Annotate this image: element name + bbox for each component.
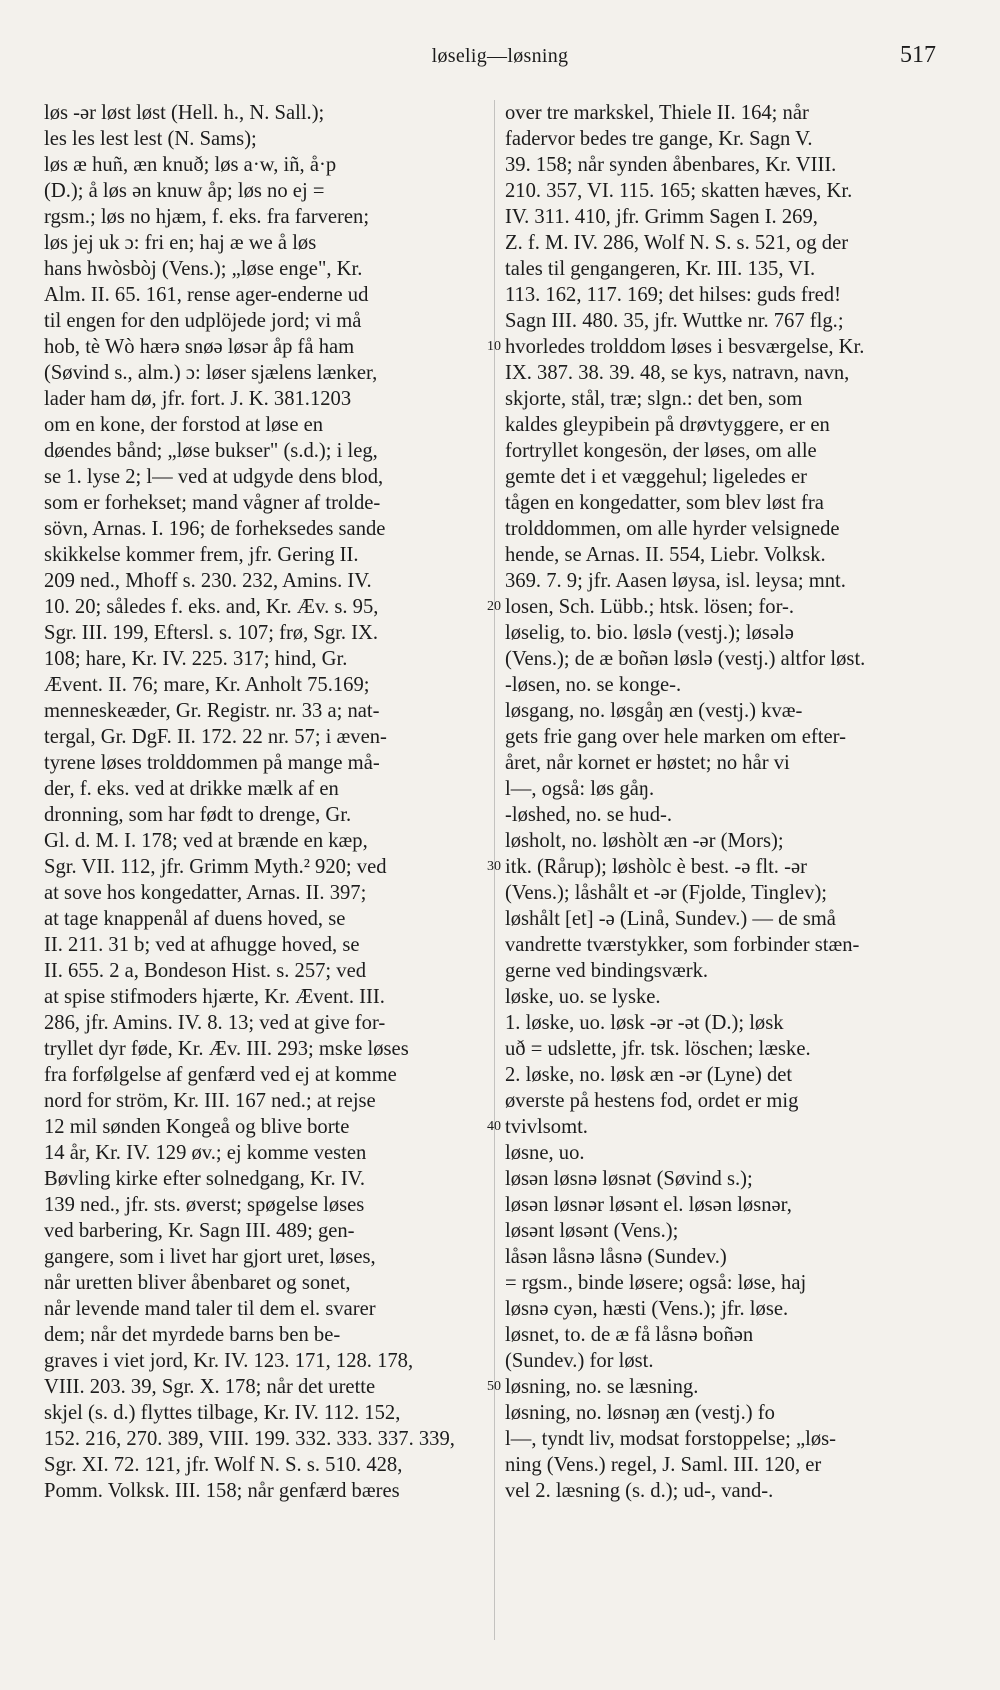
right-column-line: IV. 311. 410, jfr. Grimm Sagen I. 269, — [505, 206, 818, 228]
right-column-line: løsning, no. løsnəŋ æn (vestj.) fo — [505, 1402, 775, 1424]
left-column-line: 152. 216, 270. 389, VIII. 199. 332. 333. 337. 339, — [44, 1428, 455, 1450]
left-column-line: fra forfølgelse af genfærd ved ej at komme — [44, 1064, 397, 1086]
left-column-line: løs jej uk ɔ: fri en; haj æ we å løs — [44, 232, 317, 254]
left-column-line: skikkelse kommer frem, jfr. Gering II. — [44, 544, 359, 566]
left-column-line: gangere, som i livet har gjort uret, løses, — [44, 1246, 376, 1268]
right-column-line: l—, tyndt liv, modsat forstoppelse; „løs- — [505, 1428, 836, 1450]
left-column-line: Sgr. VII. 112, jfr. Grimm Myth.² 920; ved — [44, 856, 387, 878]
left-column-line: hob, tè Wò hærə snøə løsər åp få ham — [44, 336, 355, 358]
left-column-line: Sgr. XI. 72. 121, jfr. Wolf N. S. s. 510. 428, — [44, 1454, 403, 1476]
left-column-line: graves i viet jord, Kr. IV. 123. 171, 128. 178, — [44, 1350, 414, 1372]
left-column-line: lader ham dø, jfr. fort. J. K. 381.1203 — [44, 388, 352, 410]
right-column-line: -løsen, no. se konge-. — [505, 674, 682, 696]
left-column-line: 209 ned., Mhoff s. 230. 232, Amins. IV. — [44, 570, 372, 592]
left-column-line: se 1. lyse 2; l— ved at udgyde dens blod, — [44, 466, 384, 488]
right-column-line: løsgang, no. løsgåŋ æn (vestj.) kvæ- — [505, 700, 803, 722]
left-column-line: Pomm. Volksk. III. 158; når genfærd bæres — [44, 1480, 400, 1502]
left-column-line: ved barbering, Kr. Sagn III. 489; gen- — [44, 1220, 355, 1242]
left-column-line: når uretten bliver åbenbaret og sonet, — [44, 1272, 351, 1294]
right-column-line: itk. (Rårup); løshòlc è best. -ə flt. -ər — [505, 856, 807, 878]
left-column-line: II. 655. 2 a, Bondeson Hist. s. 257; ved — [44, 960, 367, 982]
right-column-line: løske, uo. se lyske. — [505, 986, 661, 1008]
right-column-line: løsnə cyən, hæsti (Vens.); jfr. løse. — [505, 1298, 789, 1320]
right-column-line: hende, se Arnas. II. 554, Liebr. Volksk. — [505, 544, 826, 566]
right-column-line: (Vens.); låshålt et -ər (Fjolde, Tinglev); — [505, 882, 828, 904]
right-column-line: hvorledes trolddom løses i besværgelse, Kr. — [505, 336, 865, 358]
right-column-line: 113. 162, 117. 169; det hilses: guds fred! — [505, 284, 841, 306]
right-column-line: over tre markskel, Thiele II. 164; når — [505, 102, 809, 124]
left-column-line: les les lest lest (N. Sams); — [44, 128, 257, 150]
right-column-line: (Vens.); de æ boñən løslə (vestj.) altfor løst. — [505, 648, 866, 670]
right-column-line: løsholt, no. løshòlt æn -ər (Mors); — [505, 830, 784, 852]
left-column-line: rgsm.; løs no hjæm, f. eks. fra farveren; — [44, 206, 370, 228]
right-column-line: -løshed, no. se hud-. — [505, 804, 673, 826]
left-column-line: Alm. II. 65. 161, rense ager-enderne ud — [44, 284, 369, 306]
right-column-line: gets frie gang over hele marken om efter- — [505, 726, 846, 748]
right-column-line: vandrette tværstykker, som forbinder stæn- — [505, 934, 860, 956]
left-column-line: løs -ər løst løst (Hell. h., N. Sall.); — [44, 102, 325, 124]
right-column-line: ning (Vens.) regel, J. Saml. III. 120, er — [505, 1454, 822, 1476]
line-number-marker: 40 — [487, 1119, 501, 1134]
right-column-line: fortryllet kongesön, der løses, om alle — [505, 440, 817, 462]
right-column-line: tågen en kongedatter, som blev løst fra — [505, 492, 824, 514]
left-column-line: 108; hare, Kr. IV. 225. 317; hind, Gr. — [44, 648, 348, 670]
left-column-line: Bøvling kirke efter solnedgang, Kr. IV. — [44, 1168, 366, 1190]
right-column-line: = rgsm., binde løsere; også: løse, haj — [505, 1272, 807, 1294]
line-number-marker: 20 — [487, 599, 501, 614]
right-column-line: året, når kornet er høstet; no hår vi — [505, 752, 790, 774]
line-number-marker: 50 — [487, 1379, 501, 1394]
right-column-line: løshålt [et] -ə (Linå, Sundev.) — de små — [505, 908, 836, 930]
left-column-line: 10. 20; således f. eks. and, Kr. Æv. s. 95, — [44, 596, 379, 618]
right-column-line: kaldes gleypibein på drøvtyggere, er en — [505, 414, 830, 436]
left-column-line: at tage knappenål af duens hoved, se — [44, 908, 346, 930]
right-column-line: låsən låsnə låsnə (Sundev.) — [505, 1246, 727, 1268]
right-column-line: øverste på hestens fod, ordet er mig — [505, 1090, 799, 1112]
right-column-line: tales til gengangeren, Kr. III. 135, VI. — [505, 258, 816, 280]
right-column-line: tvivlsomt. — [505, 1116, 588, 1138]
right-column-line: løselig, to. bio. løslə (vestj.); løsələ — [505, 622, 794, 644]
right-column-line: løsən løsnə løsnət (Søvind s.); — [505, 1168, 753, 1190]
left-column-line: dem; når det myrdede barns ben be- — [44, 1324, 341, 1346]
left-column-line: VIII. 203. 39, Sgr. X. 178; når det urette — [44, 1376, 376, 1398]
left-column-line: at sove hos kongedatter, Arnas. II. 397; — [44, 882, 367, 904]
right-column-line: fadervor bedes tre gange, Kr. Sagn V. — [505, 128, 813, 150]
right-column-line: gemte det i et væggehul; ligeledes er — [505, 466, 807, 488]
left-column-line: døendes bånd; „løse bukser" (s.d.); i leg, — [44, 440, 378, 462]
left-column-line: tergal, Gr. DgF. II. 172. 22 nr. 57; i æven- — [44, 726, 387, 748]
running-title: løselig—løsning — [431, 45, 569, 67]
right-column-line: (Sundev.) for løst. — [505, 1350, 654, 1372]
right-column-line: 369. 7. 9; jfr. Aasen løysa, isl. leysa; mnt. — [505, 570, 846, 592]
right-column-line: skjorte, stål, træ; slgn.: det ben, som — [505, 388, 803, 410]
right-column-line: losen, Sch. Lübb.; htsk. lösen; for-. — [505, 596, 795, 618]
right-column-line: 210. 357, VI. 115. 165; skatten hæves, Kr. — [505, 180, 853, 202]
left-column-line: (D.); å løs ən knuw åp; løs no ej = — [44, 180, 325, 202]
left-column-line: II. 211. 31 b; ved at afhugge hoved, se — [44, 934, 360, 956]
left-column-line: sövn, Arnas. I. 196; de forheksedes sande — [44, 518, 386, 540]
left-column-line: om en kone, der forstod at løse en — [44, 414, 324, 436]
left-column-line: 14 år, Kr. IV. 129 øv.; ej komme vesten — [44, 1142, 367, 1164]
left-column-line: 12 mil sønden Kongeå og blive borte — [44, 1116, 350, 1138]
right-column-line: gerne ved bindingsværk. — [505, 960, 709, 982]
right-column-line: Sagn III. 480. 35, jfr. Wuttke nr. 767 flg.; — [505, 310, 844, 332]
left-column-line: nord for ström, Kr. III. 167 ned.; at rejse — [44, 1090, 376, 1112]
right-column-line: 39. 158; når synden åbenbares, Kr. VIII. — [505, 154, 837, 176]
right-column-line: uð = udslette, jfr. tsk. löschen; læske. — [505, 1038, 811, 1060]
right-column-line: trolddommen, om alle hyrder velsignede — [505, 518, 840, 540]
left-column-line: (Søvind s., alm.) ɔ: løser sjælens lænker, — [44, 362, 378, 384]
line-number-marker: 10 — [487, 339, 501, 354]
left-column-line: løs æ huñ, æn knuð; løs a·w, iñ, å·p — [44, 154, 337, 176]
line-number-marker: 30 — [487, 859, 501, 874]
left-column-line: skjel (s. d.) flyttes tilbage, Kr. IV. 112. 152, — [44, 1402, 401, 1424]
left-column-line: menneskeæder, Gr. Registr. nr. 33 a; nat- — [44, 700, 380, 722]
right-column-line: løsne, uo. — [505, 1142, 585, 1164]
right-column-line: 2. løske, no. løsk æn -ər (Lyne) det — [505, 1064, 793, 1086]
left-column-line: Gl. d. M. I. 178; ved at brænde en kæp, — [44, 830, 368, 852]
right-column-line: l—, også: løs gåŋ. — [505, 778, 655, 800]
left-column-line: hans hwòsbòj (Vens.); „løse enge", Kr. — [44, 258, 363, 280]
left-column-line: til engen for den udplöjede jord; vi må — [44, 310, 362, 332]
left-column-line: når levende mand taler til dem el. svarer — [44, 1298, 376, 1320]
page-number: 517 — [900, 42, 936, 68]
left-column-line: som er forhekset; mand vågner af trolde- — [44, 492, 381, 514]
left-column-line: 139 ned., jfr. sts. øverst; spøgelse løses — [44, 1194, 365, 1216]
left-column-line: Sgr. III. 199, Eftersl. s. 107; frø, Sgr. IX. — [44, 622, 379, 644]
right-column-line: vel 2. læsning (s. d.); ud-, vand-. — [505, 1480, 774, 1502]
left-column-line: tyrene løses trolddommen på mange må- — [44, 752, 380, 774]
right-column-line: løsnet, to. de æ få låsnə boñən — [505, 1324, 754, 1346]
left-column-line: tryllet dyr føde, Kr. Æv. III. 293; mske løses — [44, 1038, 409, 1060]
left-column — [44, 100, 486, 1504]
left-column-line: at spise stifmoders hjærte, Kr. Ævent. III. — [44, 986, 385, 1008]
right-column — [505, 100, 960, 1504]
right-column-line: 1. løske, uo. løsk -ər -ət (D.); løsk — [505, 1012, 784, 1034]
right-column-line: løsənt løsənt (Vens.); — [505, 1220, 679, 1242]
left-column-line: dronning, som har født to drenge, Gr. — [44, 804, 352, 826]
right-column-line: Z. f. M. IV. 286, Wolf N. S. s. 521, og der — [505, 232, 849, 254]
right-column-line: løsning, no. se læsning. — [505, 1376, 699, 1398]
left-column-line: der, f. eks. ved at drikke mælk af en — [44, 778, 339, 800]
left-column-line: Ævent. II. 76; mare, Kr. Anholt 75.169; — [44, 674, 370, 696]
right-column-line: løsən løsnər løsənt el. løsən løsnər, — [505, 1194, 792, 1216]
right-column-line: IX. 387. 38. 39. 48, se kys, natravn, navn, — [505, 362, 850, 384]
left-column-line: 286, jfr. Amins. IV. 8. 13; ved at give for- — [44, 1012, 386, 1034]
